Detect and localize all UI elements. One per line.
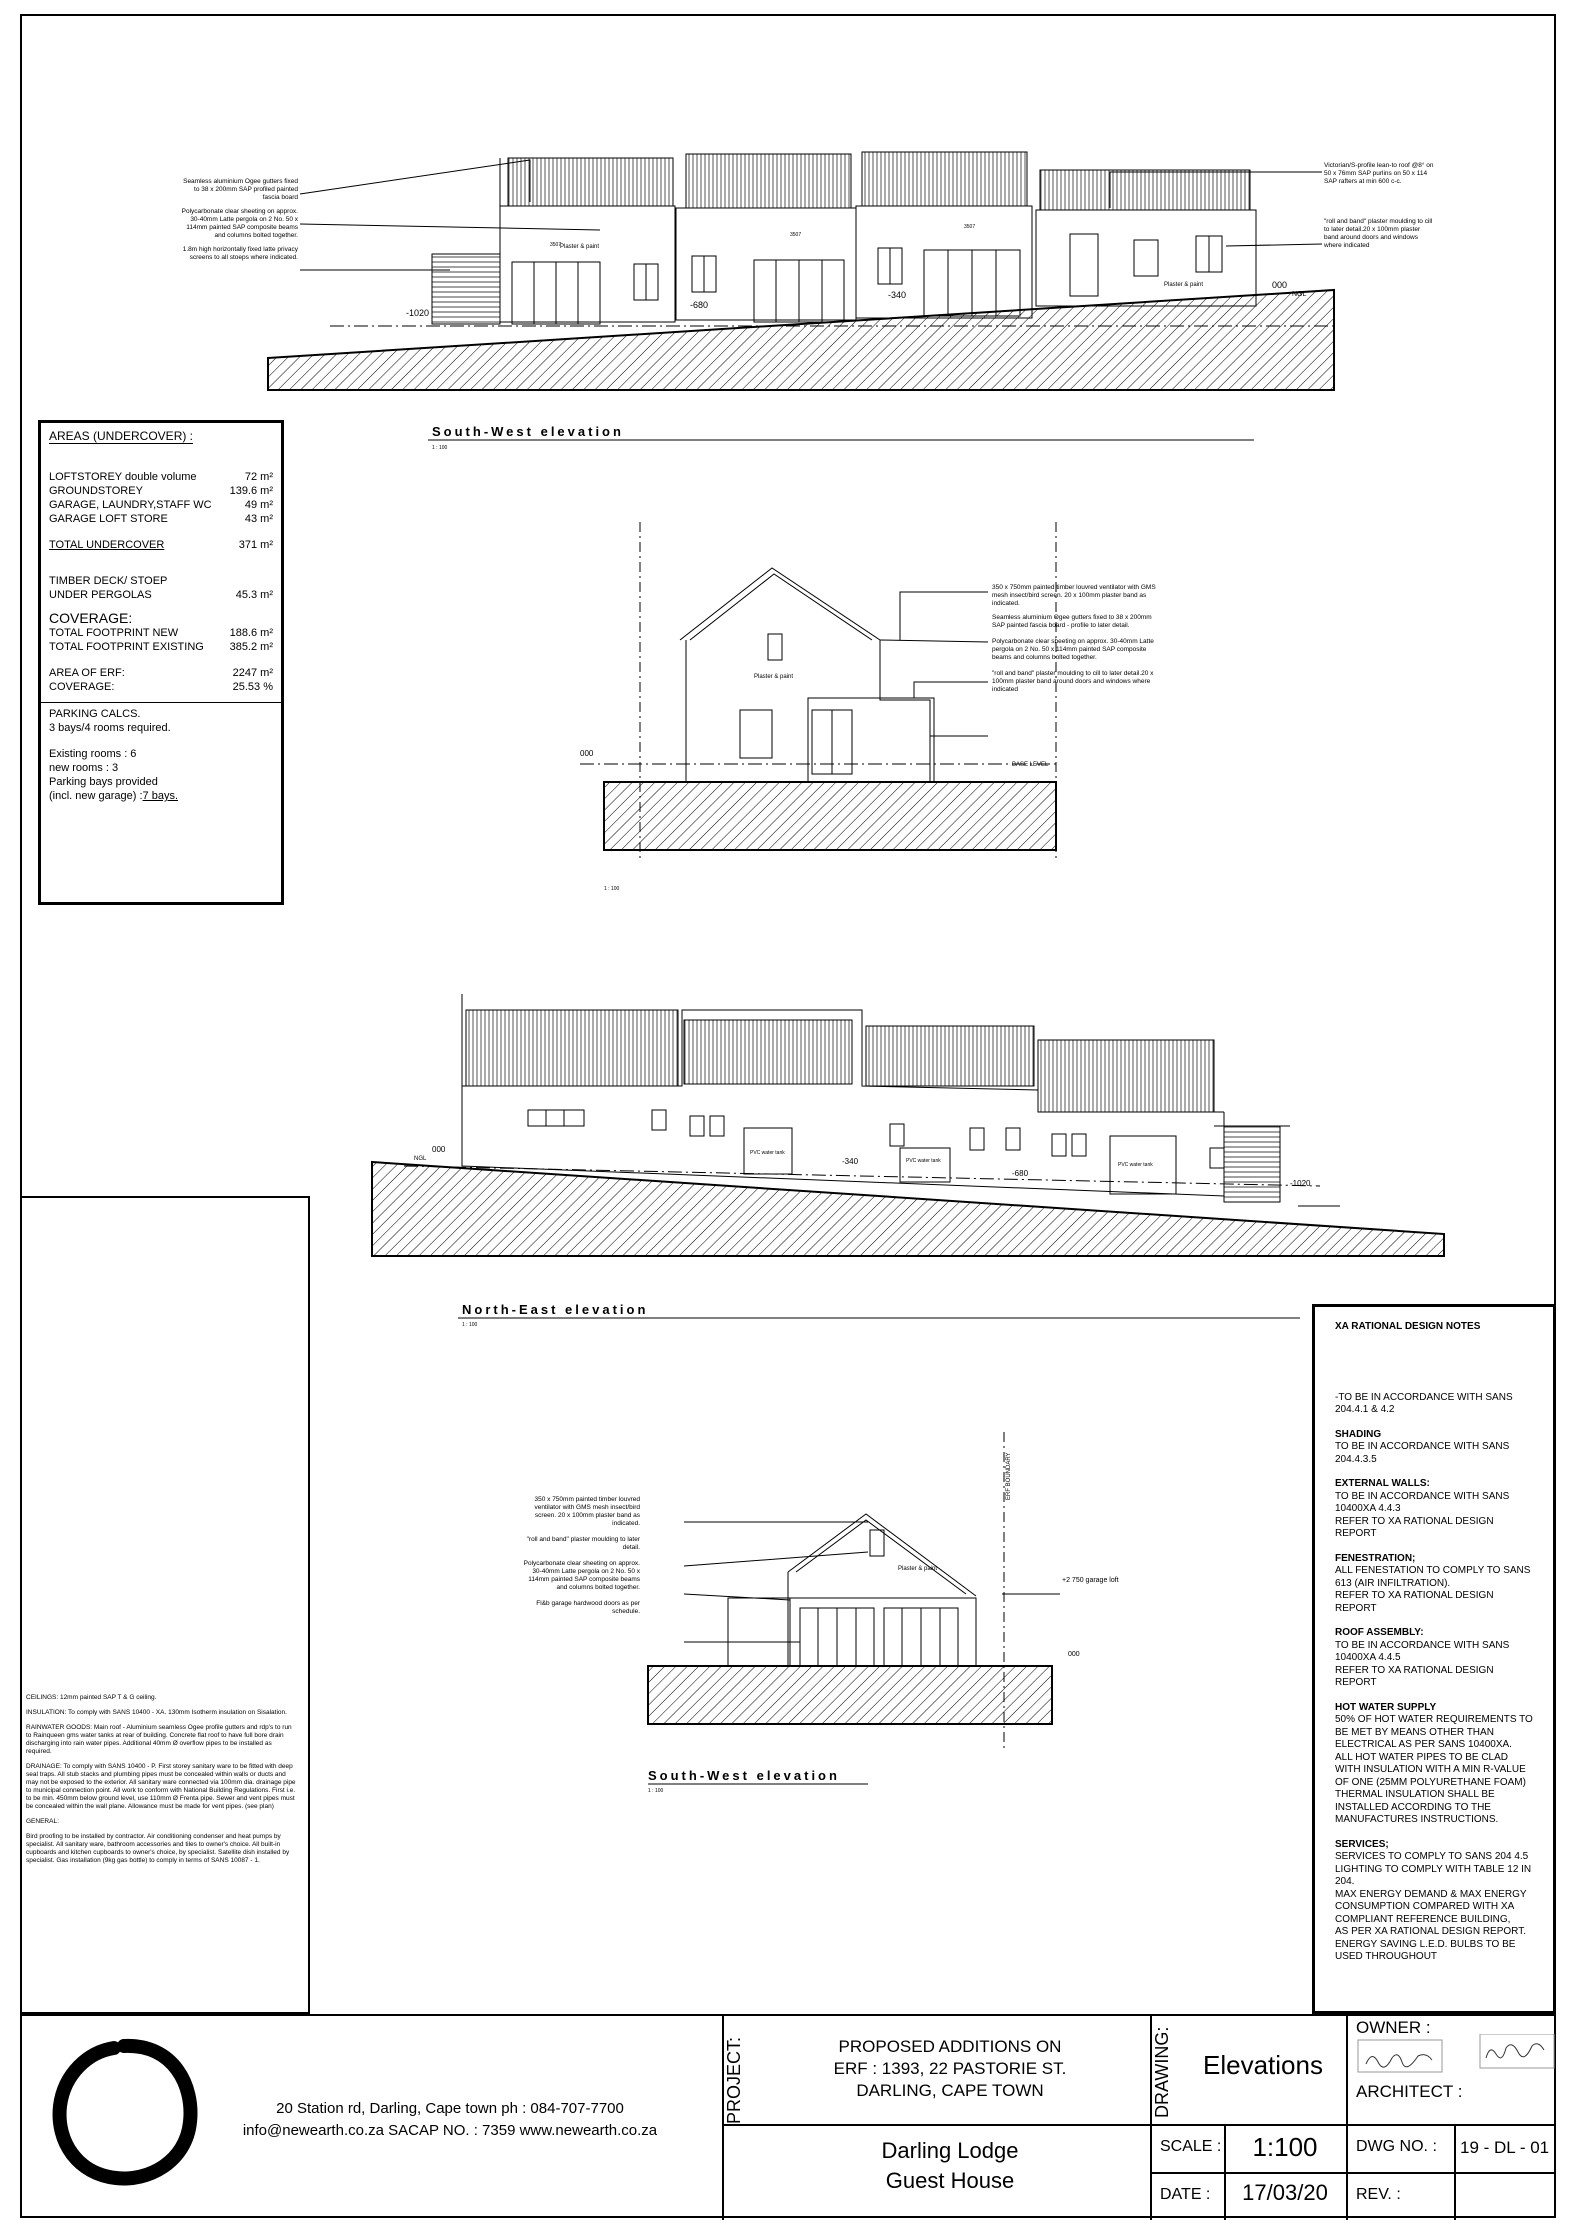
sw1-leader-1 <box>300 160 530 202</box>
area-row <box>49 484 273 498</box>
ne-roof-3 <box>866 1026 1034 1086</box>
xa-section-body: -TO BE IN ACCORDANCE WITH SANS 204.4.1 & 4.2 <box>1335 1391 1513 1415</box>
parking-line: Existing rooms : 6 <box>49 748 137 760</box>
sw1-window-4 <box>1134 240 1158 276</box>
xa-section-title: EXTERNAL WALLS: <box>1335 1478 1430 1489</box>
xa-section-body: ALL FENESTATION TO COMPLY TO SANS 613 (AIR INFILTRATION). REFER TO XA RATIONAL DESIGN REPORT <box>1335 1565 1531 1614</box>
area-row <box>49 666 273 680</box>
xa-section <box>1335 1702 1533 1827</box>
general-notes <box>26 1694 298 1872</box>
side-window <box>740 710 772 758</box>
xa-section-title: ROOF ASSEMBLY: <box>1335 1627 1424 1638</box>
sw2-note-doors: Fl&b garage hardwood doors as per schedule. <box>536 1600 640 1615</box>
divider <box>1454 2124 1456 2220</box>
sw1-scale: 1 : 100 <box>432 445 448 451</box>
sw1-level-000: 000 <box>1272 280 1288 290</box>
ne-ngl: NGL <box>414 1156 427 1162</box>
sw1-level-1020: -1020 <box>406 308 430 318</box>
sw2-pergola <box>728 1598 790 1666</box>
ne-window-9 <box>1210 1148 1224 1168</box>
ne-window-1 <box>652 1110 666 1130</box>
area-label: GROUNDSTOREY <box>49 485 143 497</box>
sw2-plaster: Plaster & paint <box>898 1566 938 1572</box>
sw2-note-polycarbonate: Polycarbonate clear sheeting on approx. 30-40mm Latte pergola on 2 No. 50 x 114mm painted SAP composite beams and columns bolted together. <box>523 1560 640 1591</box>
area-row <box>49 512 273 526</box>
coverage-title: COVERAGE: <box>49 610 133 626</box>
ne-garage-screen <box>1224 1126 1280 1202</box>
xa-section <box>1335 1627 1533 1690</box>
side-leader-2 <box>880 640 988 642</box>
sw2-note-vent: 350 x 750mm painted timber louvred ventilator with GMS mesh insect/bird screen. 20 x 100mm plaster band as indicated. <box>534 1496 640 1527</box>
xa-notes <box>1312 1304 1556 2014</box>
architect-label: ARCHITECT : <box>1356 2082 1463 2101</box>
xa-section <box>1335 1429 1533 1467</box>
area-label: LOFTSTOREY double volume <box>49 471 197 483</box>
address-line-1: 20 Station rd, Darling, Cape town ph : 084-707-7700 <box>276 2100 624 2117</box>
side-plinth <box>604 782 1056 850</box>
sw1-note-gutters: Seamless aluminium Ogee gutters fixed to 38 x 200mm SAP profiled painted fascia board <box>183 178 298 201</box>
areas-table <box>38 420 284 905</box>
sw1-ngl: NGL <box>1292 291 1307 298</box>
project-line: PROPOSED ADDITIONS ON <box>838 2037 1062 2056</box>
sw2-note-moulding: "roll and band" plaster moulding to later detail. <box>526 1536 640 1551</box>
xa-section-body: TO BE IN ACCORDANCE WITH SANS 10400XA 4.4.5 REFER TO XA RATIONAL DESIGN REPORT <box>1335 1639 1510 1688</box>
sw1-note-screens: 1.8m high horizontally fixed latte privacy screens to all stoeps where indicated. <box>182 246 298 261</box>
sw2-title: South-West elevation <box>648 1768 840 1783</box>
area-value: 139.6 m² <box>229 485 273 497</box>
sw1-level-680: -680 <box>690 300 709 310</box>
side-base-level: BASE LEVEL <box>1012 762 1049 768</box>
sw2-plinth <box>648 1666 1052 1724</box>
sw1-wall-3 <box>856 206 1032 318</box>
side-leader-3 <box>914 682 988 698</box>
company-address <box>180 2098 720 2142</box>
parking-calcs <box>41 702 281 803</box>
area-row <box>49 640 273 654</box>
note-drainage: DRAINAGE: To comply with SANS 10400 - P. First storey sanitary ware to be fitted with deep seal traps. All stub stacks and plumbing pipes must be concealed within walls or ducts and may not be exposed to the exterior. All sanitary ware connected via 100mm dia. drainage pipe to municipal connection point. All work to conform with National Building Regulations. First i.e. to be min. 450mm below ground level, use 110mm Ø Frenta pipe. Sewer and vent pipes must be concealed within the wall plane. Allowance must be made for vent pipes. (see plan) <box>26 1763 296 1810</box>
area-value: 72 m² <box>244 471 273 483</box>
side-vent <box>768 634 782 660</box>
ne-clerestory <box>528 1110 584 1126</box>
sw1-roof-1 <box>508 158 673 206</box>
side-gable-outer <box>680 568 880 640</box>
area-label: TOTAL FOOTPRINT NEW <box>49 627 179 639</box>
dwg-value: 19 - DL - 01 <box>1460 2138 1550 2157</box>
ne-tank-label-2: PVC water tank <box>906 1158 941 1164</box>
address-line-2: info@newearth.co.za SACAP NO. : 7359 www.newearth.co.za <box>242 2122 658 2139</box>
xa-section-body: SERVICES TO COMPLY TO SANS 204 4.5 LIGHTING TO COMPLY WITH TABLE 12 IN 204. MAX ENERGY DEMAND & MAX ENERGY CONSUMPTION COMPARED WITH XA COMPLIANT REFERENCE BUILDING, AS PER XA RATIONAL DESIGN REPORT. ENERGY SAVING L.E.D. BULBS TO BE USED THROUGHOUT <box>1335 1851 1532 1962</box>
general-notes-box <box>20 1196 310 2014</box>
drawing-label: DRAWING: <box>1152 2026 1172 2118</box>
sw1-roof-3 <box>862 152 1027 206</box>
ne-roof-2 <box>684 1020 852 1084</box>
xa-section-body: TO BE IN ACCORDANCE WITH SANS 204.4.3.5 <box>1335 1441 1510 1465</box>
sw1-stoep-screen <box>432 254 500 324</box>
ne-elevation <box>372 994 1444 1256</box>
xa-section <box>1335 1392 1533 1417</box>
scale-value: 1:100 <box>1252 2132 1318 2162</box>
side-leader-1 <box>900 592 988 640</box>
sw1-roof-2 <box>686 154 851 208</box>
note-rainwater: RAINWATER GOODS: Main roof - Aluminium seamless Ogee profile gutters and rdp's to run to Rainqueen gms water tanks at rear of building. Concrete flat roof to have full bore drain discharging into rain water pipes. Additional 40mm Ø overflow pipes to be installed as required. <box>26 1724 292 1755</box>
xa-section-title: HOT WATER SUPPLY <box>1335 1701 1437 1713</box>
rev-label: REV. : <box>1356 2186 1401 2203</box>
area-label: TOTAL UNDERCOVER <box>49 539 165 551</box>
ne-level-340: -340 <box>842 1157 859 1166</box>
drawing-title: Elevations <box>1203 2050 1323 2080</box>
xa-section-title: FENESTRATION; <box>1335 1552 1416 1564</box>
sw1-entry-door <box>1070 234 1098 296</box>
divider <box>1346 2016 1348 2220</box>
parking-line <box>49 789 273 803</box>
scale-label: SCALE : <box>1160 2138 1222 2155</box>
area-row <box>49 626 273 640</box>
sw2-vent <box>870 1530 884 1556</box>
parking-title: PARKING CALCS. <box>49 708 141 720</box>
area-label: GARAGE LOFT STORE <box>49 513 168 525</box>
side-gable-inner <box>690 574 872 640</box>
project-description <box>760 2036 1140 2102</box>
parking-line: new rooms : 3 <box>49 762 119 774</box>
area-value: 385.2 m² <box>229 641 273 653</box>
divider <box>722 2124 1556 2126</box>
xa-section-body: 50% OF HOT WATER REQUIREMENTS TO BE MET BY MEANS OTHER THAN ELECTRICAL AS PER SANS 10400XA. ALL HOT WATER PIPES TO BE CLAD WITH INSULATION WITH A MIN R-VALUE OF ONE (25MM POLYURETHANE FOAM) THERMAL INSULATION SHALL BE INSTALLED ACCORDING TO THE MANUFACTURES INSTRUCTIONS. <box>1335 1714 1533 1825</box>
sw1-wall-4 <box>1036 210 1256 306</box>
area-label: AREA OF ERF: <box>49 667 125 679</box>
xa-section-title: SERVICES; <box>1335 1838 1389 1850</box>
note-general-title: GENERAL: <box>26 1818 59 1825</box>
sw1-note-polycarbonate: Polycarbonate clear sheeting on approx. 30-40mm Latte pergola on 2 No. 50 x 114mm painted SAP composite beams and columns bolted together. <box>181 208 298 239</box>
xa-section <box>1335 1839 1533 1964</box>
client-line: Guest House <box>885 2168 1015 2193</box>
area-row <box>49 588 273 602</box>
area-row <box>49 498 273 512</box>
sw1-title: South-West elevation <box>432 424 624 439</box>
sw1-roof-4 <box>1040 170 1250 210</box>
side-notes <box>992 584 1162 694</box>
project-label: PROJECT: <box>724 2036 744 2124</box>
note-general: Bird proofing to be installed by contractor. Air conditioning condenser and heat pumps by specialist. All sanitary ware, bathroom accessories and tiles to owner's choice. All built-in cupboards and kitchen cupboards to owner's choice, by specialist. Satellite dish installed by specialist. Gas installation (9kg gas bottle) to comply in terms of SANS 10087 - 1. <box>26 1833 290 1864</box>
sw2-scale: 1 : 100 <box>648 1788 664 1794</box>
xa-title: XA RATIONAL DESIGN NOTES <box>1335 1321 1481 1332</box>
area-row <box>49 680 273 694</box>
note-ceilings: CEILINGS: 12mm painted SAP T & G ceiling. <box>26 1694 157 1701</box>
side-note-moulding: "roll and band" plaster moulding to cill to later detail.20 x 100mm plaster band around doors and windows where indicated <box>992 670 1154 693</box>
area-value: 188.6 m² <box>229 627 273 639</box>
ne-window-8 <box>1072 1134 1086 1156</box>
side-elevation <box>580 522 1060 860</box>
sw2-leader-2 <box>684 1552 868 1566</box>
sw1-plaster-1: Plaster & paint <box>560 244 600 250</box>
sw1-note-moulding: "roll and band" plaster moulding to cill to later detail.20 x 100mm plaster band around doors and windows where indicated <box>1324 218 1433 249</box>
sw2-wall <box>788 1572 976 1666</box>
side-scale: 1 : 100 <box>604 886 620 892</box>
ne-window-7 <box>1052 1134 1066 1156</box>
area-row <box>49 470 273 484</box>
sw2-level-000: 000 <box>1068 1651 1080 1658</box>
side-note-vent: 350 x 750mm painted timber louvred ventilator with GMS mesh insect/bird screen. 20 x 100mm plaster band as indicated. <box>992 584 1156 607</box>
sw1-dim-2: 3507 <box>790 232 802 238</box>
area-label: UNDER PERGOLAS <box>49 589 152 601</box>
parking-line: Parking bays provided <box>49 776 158 788</box>
ne-window-6 <box>1006 1128 1020 1150</box>
title-block <box>20 2014 1556 2218</box>
sw1-notes-right <box>1324 162 1434 250</box>
client-line: Darling Lodge <box>881 2138 1019 2163</box>
sw2-gable <box>788 1514 976 1596</box>
ne-roof-4 <box>1038 1040 1214 1112</box>
xa-section-body: TO BE IN ACCORDANCE WITH SANS 10400XA 4.4.3 REFER TO XA RATIONAL DESIGN REPORT <box>1335 1490 1510 1539</box>
sw2-elevation <box>648 1432 1060 1750</box>
sw2-level-2750: +2 750 garage loft <box>1062 1577 1119 1584</box>
ne-tank-label-1: PVC water tank <box>750 1150 785 1156</box>
area-label: COVERAGE: <box>49 681 115 693</box>
ne-window-3 <box>710 1116 724 1136</box>
ne-window-2 <box>690 1116 704 1136</box>
sw2-notes <box>518 1496 640 1616</box>
sw1-note-roof: Victorian/S-profile lean-to roof @8° on 50 x 76mm SAP purlins on 50 x 114 SAP rafters at min 600 c-c. <box>1324 162 1434 185</box>
area-value: 371 m² <box>238 539 273 551</box>
area-value: 49 m² <box>244 499 273 511</box>
sw2-erf-boundary: ERF BOUNDARY <box>1006 1452 1012 1500</box>
parking-requirement: 3 bays/4 rooms required. <box>49 722 171 734</box>
ne-level-000: 000 <box>432 1145 446 1154</box>
date-value: 17/03/20 <box>1242 2180 1328 2205</box>
area-row <box>49 574 273 588</box>
project-line: DARLING, CAPE TOWN <box>856 2081 1044 2100</box>
area-value: 43 m² <box>244 513 273 525</box>
side-note-gutters: Seamless aluminium Ogee gutters fixed to 38 x 200mm SAP painted fascia board - profile to later detail. <box>992 614 1152 629</box>
sw-elevation-1 <box>268 152 1334 390</box>
area-value: 45.3 m² <box>235 589 273 601</box>
sw1-level-340: -340 <box>888 290 907 300</box>
ne-tank-2 <box>900 1148 950 1182</box>
area-value: 2247 m² <box>232 667 273 679</box>
ne-tank-label-3: PVC water tank <box>1118 1162 1153 1168</box>
area-label: TOTAL FOOTPRINT EXISTING <box>49 641 204 653</box>
side-pergola <box>808 698 934 782</box>
owner-signatures <box>1356 2034 1556 2080</box>
area-label: TIMBER DECK/ STOEP <box>49 575 168 587</box>
area-label: GARAGE, LAUNDRY,STAFF WC <box>49 499 212 511</box>
side-level-000: 000 <box>580 749 594 758</box>
area-total-row <box>49 538 273 552</box>
xa-section <box>1335 1478 1533 1541</box>
sw1-dim-1: 3507 <box>550 242 562 248</box>
ne-window-4 <box>890 1124 904 1146</box>
sw1-notes-left <box>176 178 298 262</box>
client-name <box>760 2136 1140 2196</box>
ne-roof-1 <box>466 1010 678 1086</box>
project-line: ERF : 1393, 22 PASTORIE ST. <box>833 2059 1067 2078</box>
dwg-label: DWG NO. : <box>1356 2138 1437 2155</box>
ne-window-5 <box>970 1128 984 1150</box>
areas-title: AREAS (UNDERCOVER) : <box>49 429 194 443</box>
ne-level-1020: -1020 <box>1290 1179 1311 1188</box>
sw1-leader-5 <box>1226 244 1322 246</box>
date-label: DATE : <box>1160 2186 1211 2203</box>
parking-label: (incl. new garage) : <box>49 790 143 802</box>
area-value: 25.53 % <box>232 681 273 693</box>
xa-section-title: SHADING <box>1335 1428 1382 1440</box>
sw1-plaster-2: Plaster & paint <box>1164 282 1204 288</box>
sw2-leader-3 <box>684 1594 790 1600</box>
sw1-dim-3: 3507 <box>964 224 976 230</box>
side-plaster: Plaster & paint <box>754 674 794 680</box>
side-note-polycarbonate: Polycarbonate clear sheeting on approx. 30-40mm Latte pergola on 2 No. 50 x 114mm painted SAP composite beams and columns bolted together. <box>992 638 1154 661</box>
divider <box>1150 2172 1556 2174</box>
ne-level-680: -680 <box>1012 1169 1029 1178</box>
sw1-leader-2 <box>300 224 600 230</box>
ne-title: North-East elevation <box>462 1302 649 1317</box>
note-insulation: INSULATION: To comply with SANS 10400 - XA. 130mm Isotherm insulation on Sisalation. <box>26 1709 287 1716</box>
ne-scale: 1 : 100 <box>462 1322 478 1328</box>
sw1-ground <box>268 290 1334 390</box>
owner-label: OWNER : <box>1356 2018 1431 2037</box>
parking-value: 7 bays. <box>142 790 179 802</box>
xa-section <box>1335 1553 1533 1616</box>
ne-ground <box>372 1162 1444 1256</box>
